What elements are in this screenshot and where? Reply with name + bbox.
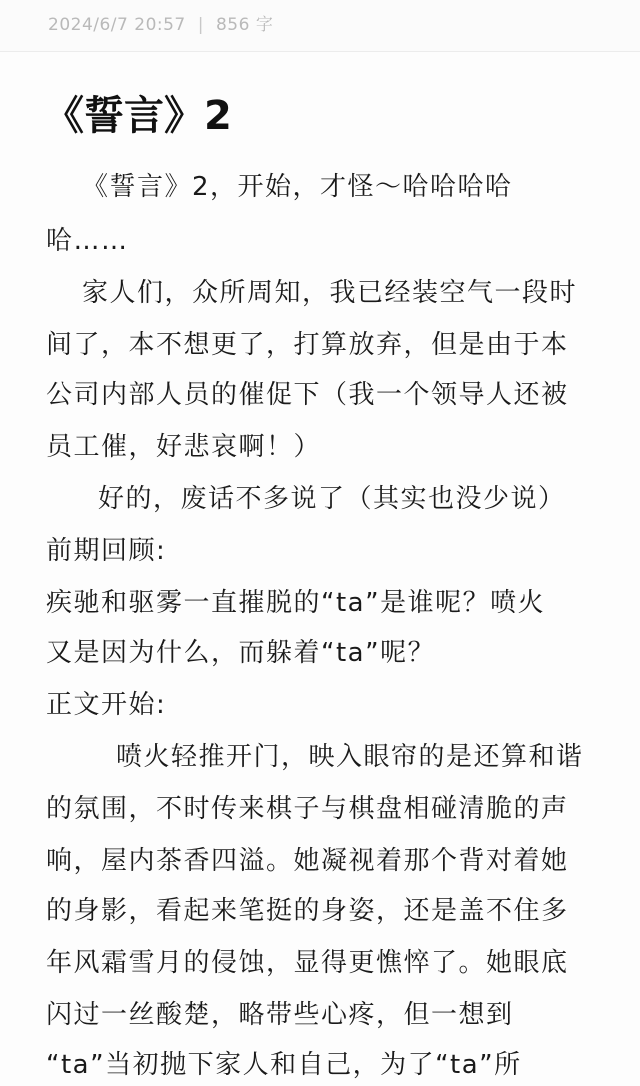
body-line: 员工催，好悲哀啊！） (46, 432, 322, 462)
body-line: 闪过一丝酸楚，略带些心疼，但一想到 (46, 1000, 514, 1030)
body-line: 哈…… (46, 226, 129, 256)
body-line: 又是因为什么，而躲着“ta”呢？ (46, 638, 436, 668)
body-line: 家人们，众所周知，我已经装空气一段时 (82, 278, 578, 308)
body-line: 的身影，看起来笔挺的身姿，还是盖不住多 (46, 896, 569, 926)
body-line: 正文开始: (46, 690, 167, 720)
meta-divider: | (197, 15, 204, 35)
top-bar (0, 0, 640, 52)
word-count: 856 字 (215, 15, 274, 35)
body-line: 前期回顾: (46, 536, 167, 566)
body-line: 响，屋内茶香四溢。她凝视着那个背对着她 (46, 846, 569, 876)
body-line: 间了，本不想更了，打算放弃，但是由于本 (46, 330, 569, 360)
article-meta (48, 10, 273, 35)
article-title: 《誓言》2 (44, 93, 232, 139)
timestamp: 2024/6/7 20:57 (48, 15, 186, 35)
body-line: 的氛围，不时传来棋子与棋盘相碰清脆的声 (46, 794, 569, 824)
body-line: 喷火轻推开门，映入眼帘的是还算和谐 (116, 742, 584, 772)
body-line: 《誓言》2，开始，才怪～哈哈哈哈 (82, 172, 513, 202)
body-line: 好的，废话不多说了（其实也没少说） (98, 484, 566, 514)
body-line: 年风霜雪月的侵蚀，显得更憔悴了。她眼底 (46, 948, 569, 978)
body-line: 疾驰和驱雾一直摧脱的“ta”是谁呢？喷火 (46, 588, 546, 618)
body-line: 公司内部人员的催促下（我一个领导人还被 (46, 380, 569, 410)
body-line: “ta”当初抛下家人和自己，为了“ta”所 (46, 1050, 522, 1080)
